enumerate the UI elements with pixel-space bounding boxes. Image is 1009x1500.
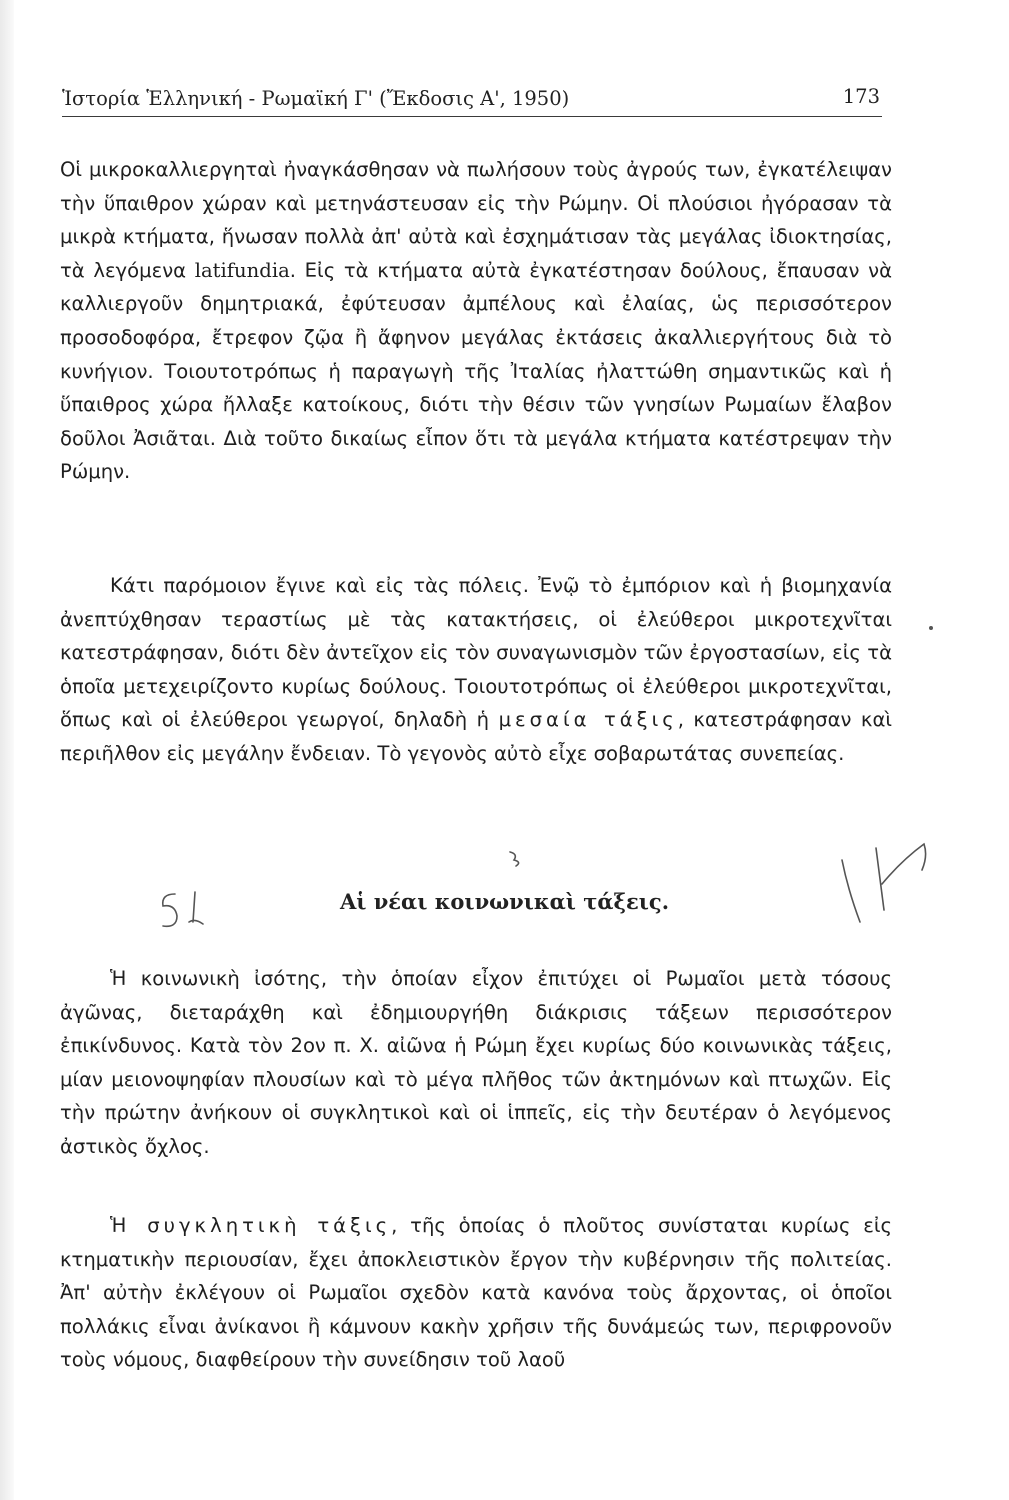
- running-header: [62, 82, 882, 117]
- section-title: Αἱ νέαι κοινωνικαὶ τάξεις.: [339, 889, 670, 914]
- spaced-term: μεσαία τάξις: [498, 708, 678, 732]
- paragraph-1: Οἱ μικροκαλλιεργηταὶ ἠναγκάσθησαν νὰ πωλήσουν τοὺς ἀγρούς των, ἐγκατέλειψαν τὴν ὕπαιθρον χώραν καὶ μετηνάστευσαν εἰς τὴν Ρώμην. Οἱ πλούσιοι ἠγόρασαν τὰ μικρὰ κτήματα, ἥνωσαν πολλὰ ἀπ' αὐτὰ καὶ ἐσχημάτισαν τὰς μεγάλας ἰδιοκτησίας, τὰ λεγόμενα latifundia. Εἰς τὰ κτήματα αὐτὰ ἐγκατέστησαν δούλους, ἔπαυσαν νὰ καλλιεργοῦν δημητριακά, ἐφύτευσαν ἀμπέλους καὶ ἐλαίας, ὡς περισσότερον προσοδοφόρα, ἔτρεφον ζῷα ἢ ἄφηνον μεγάλας ἐκτάσεις ἀκαλλιεργήτους διὰ τὸ κυνήγιον. Τοιουτοτρόπως ἡ παραγωγὴ τῆς Ἰταλίας ἠλαττώθη σημαντικῶς καὶ ἡ ὕπαιθρος χώρα ἤλλαξε κατοίκους, διότι τὴν θέσιν τῶν γνησίων Ρωμαίων ἔλαβον δοῦλοι Ἀσιᾶται. Διὰ τοῦτο δικαίως εἶπον ὅτι τὰ μεγάλα κτήματα κατέστρεψαν τὴν Ρώμην.: [60, 158, 892, 484]
- margin-dot: [929, 626, 933, 630]
- handwritten-scribble: [500, 846, 540, 876]
- handwritten-mark-1k: [832, 840, 942, 930]
- page-number: 173: [842, 85, 880, 108]
- latin-term: latifundia: [194, 258, 290, 282]
- paragraph-4: Ἡ συγκλητικὴ τάξις, τῆς ὁποίας ὁ πλοῦτος συνίσταται κυρίως εἰς κτηματικὴν περιουσίαν, ἔχει ἀποκλειστικὸν ἔργον τὴν κυβέρνησιν τῆς πολιτείας. Ἀπ' αὐτὴν ἐκλέγουν οἱ Ρωμαῖοι σχεδὸν κατὰ κανόνα τοὺς ἄρχοντας, οἱ ὁποῖοι πολλάκις εἶναι ἀνίκανοι ἢ κάμνουν κακὴν χρῆσιν τῆς δυνάμεώς των, περιφρονοῦν τοὺς νόμους, διαφθείρουν τὴν συνείδησιν τοῦ λαοῦ: [60, 1214, 892, 1372]
- paragraph-2: Κάτι παρόμοιον ἔγινε καὶ εἰς τὰς πόλεις. Ἐνῷ τὸ ἐμπόριον καὶ ἡ βιομηχανία ἀνεπτύχθησαν τεραστίως μὲ τὰς κατακτήσεις, οἱ ἐλεύθεροι μικροτεχνῖται κατεστράφησαν, διότι δὲν ἀντεῖχον εἰς τὸν συναγωνισμὸν τῶν ἐργοστασίων, εἰς τὰ ὁποῖα μετεχειρίζοντο κυρίως δούλους. Τοιουτοτρόπως οἱ ἐλεύθεροι μικροτεχνῖται, ὅπως καὶ οἱ ἐλεύθεροι γεωργοί, δηλαδὴ ἡ μεσαία τάξις, κατεστράφησαν καὶ περιῆλθον εἰς μεγάλην ἔνδειαν. Τὸ γεγονὸς αὐτὸ εἶχε σοβαρωτάτας συνεπείας.: [60, 574, 893, 765]
- book-title: Ἱστορία Ἑλληνική - Ρωμαϊκή Γ' (Ἔκδοσις Α', 1950): [62, 87, 570, 110]
- spaced-term: Ἡ συγκλητικὴ τάξις: [110, 1214, 392, 1237]
- page-binding-edge: [0, 0, 14, 1500]
- paragraph-3: Ἡ κοινωνικὴ ἰσότης, τὴν ὁποίαν εἶχον ἐπιτύχει οἱ Ρωμαῖοι μετὰ τόσους ἀγῶνας, διεταράχθη καὶ ἐδημιουργήθη διάκρισις τάξεων περισσότερον ἐπικίνδυνος. Κατὰ τὸν 2ον π. Χ. αἰῶνα ἡ Ρώμη ἔχει κυρίως δύο κοινωνικὰς τάξεις, μίαν μειονοψηφίαν πλουσίων καὶ τὸ μέγα πλῆθος τῶν ἀκτημόνων καὶ πτωχῶν. Εἰς τὴν πρώτην ἀνήκουν οἱ συγκλητικοὶ καὶ οἱ ἱππεῖς, εἰς τὴν δευτέραν ὁ λεγόμενος ἀστικὸς ὄχλος.: [60, 967, 892, 1158]
